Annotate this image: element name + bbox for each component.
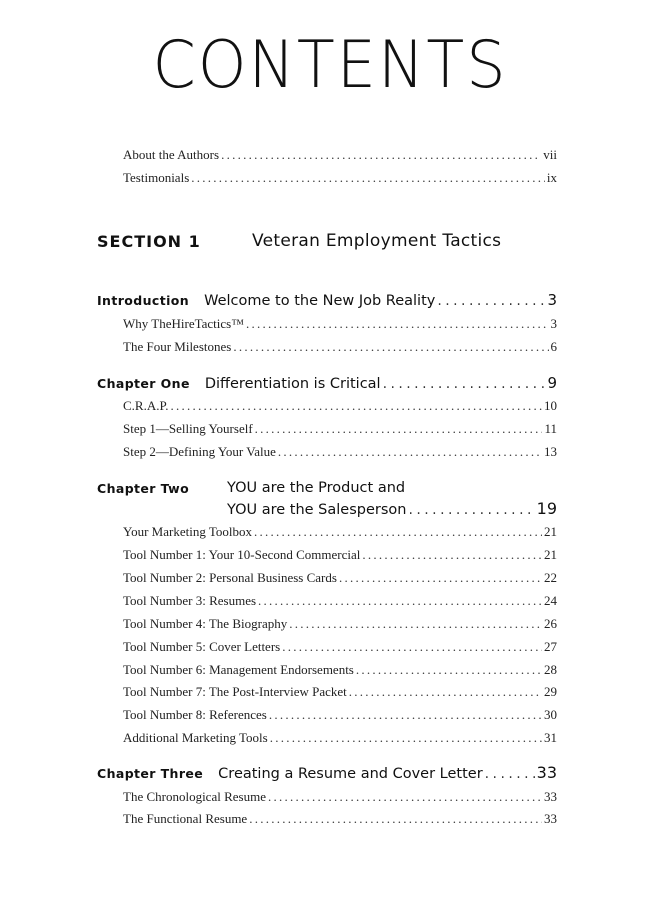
toc-page-number: 13 (544, 444, 557, 459)
toc-page-number: 27 (544, 639, 557, 654)
toc-entry[interactable] (123, 547, 557, 565)
toc-entry-label: Tool Number 6: Management Endorsements (123, 662, 354, 677)
toc-entry[interactable] (123, 811, 557, 829)
toc-page-number: 29 (544, 684, 557, 699)
chapter-title: Creating a Resume and Cover Letter (218, 766, 483, 782)
dot-leader (255, 421, 543, 437)
toc-entry-about-authors[interactable] (123, 147, 557, 165)
toc-entry[interactable] (123, 398, 557, 416)
toc-page-number: 6 (550, 339, 557, 354)
dot-leader (246, 316, 549, 332)
toc-page-number: ix (546, 170, 557, 185)
chapter-label: Introduction (97, 293, 190, 308)
chapter-page-number: 19 (536, 499, 557, 518)
dot-leader (282, 639, 542, 655)
section-title: Veteran Employment Tactics (252, 231, 502, 251)
toc-entry-label: About the Authors (123, 147, 220, 162)
chapter-one[interactable] (97, 374, 557, 396)
dot-leader (221, 147, 541, 163)
dot-leader (356, 662, 542, 678)
chapter-page-number: 9 (547, 374, 557, 392)
chapter-title: Welcome to the New Job Reality (204, 293, 436, 309)
toc-entry[interactable] (123, 789, 557, 807)
toc-entry[interactable] (123, 524, 557, 542)
dot-leader (233, 339, 548, 355)
toc-entry-label: Additional Marketing Tools (123, 730, 268, 745)
dot-leader (485, 766, 535, 782)
toc-page-number: 21 (544, 547, 557, 562)
chapter-title: Differentiation is Critical (204, 376, 381, 392)
toc-page-number: 10 (544, 398, 557, 413)
dot-leader (339, 570, 542, 586)
toc-entry-label: Tool Number 5: Cover Letters (123, 639, 281, 654)
toc-entry[interactable] (123, 616, 557, 634)
dot-leader (268, 789, 542, 805)
toc-entry[interactable] (123, 662, 557, 680)
toc-entry-label: Tool Number 3: Resumes (123, 593, 257, 608)
toc-entry-label: Why TheHireTactics™ (123, 316, 244, 331)
dot-leader (383, 376, 546, 392)
toc-entry-label: C.R.A.P. (123, 398, 169, 413)
toc-page-number: 31 (544, 730, 557, 745)
dot-leader (258, 593, 542, 609)
dot-leader (254, 524, 542, 540)
dot-leader (191, 170, 545, 186)
chapter-title-line1: YOU are the Product and (227, 480, 406, 496)
toc-entry[interactable] (123, 421, 557, 439)
toc-entry-label: The Functional Resume (123, 811, 248, 826)
dot-leader (278, 444, 542, 460)
dot-leader (362, 547, 542, 563)
toc-entry-label: Tool Number 1: Your 10-Second Commercial (123, 547, 361, 562)
chapter-label: Chapter Two (97, 481, 190, 496)
chapter-label: Chapter Three (97, 766, 204, 781)
toc-entry[interactable] (123, 639, 557, 657)
section-label: SECTION 1 (97, 232, 201, 251)
dot-leader (289, 616, 542, 632)
toc-entry-label: Step 2—Defining Your Value (123, 444, 276, 459)
toc-entry-label: Step 1—Selling Yourself (123, 421, 253, 436)
toc-entry-label: Testimonials (123, 170, 190, 185)
toc-entry[interactable] (123, 593, 557, 611)
toc-entry[interactable] (123, 444, 557, 462)
chapter-page-number: 33 (536, 763, 557, 782)
toc-page-number: 33 (544, 811, 557, 826)
toc-page-number: 24 (544, 593, 557, 608)
toc-entry[interactable] (123, 316, 557, 334)
toc-page-number: 33 (544, 789, 557, 804)
toc-page-number: 22 (544, 570, 557, 585)
toc-page-number: 3 (550, 316, 557, 331)
chapter-introduction[interactable] (97, 291, 557, 313)
toc-entry-label: Tool Number 2: Personal Business Cards (123, 570, 337, 585)
toc-entry-label: Tool Number 8: References (123, 707, 267, 722)
chapter-two-title[interactable] (227, 499, 557, 521)
toc-page-number: 26 (544, 616, 557, 631)
toc-page-number: vii (543, 147, 557, 162)
toc-entry-label: Tool Number 7: The Post-Interview Packet (123, 684, 347, 699)
dot-leader (171, 398, 542, 414)
toc-entry[interactable] (123, 339, 557, 357)
toc-entry-label: Tool Number 4: The Biography (123, 616, 288, 631)
toc-entry-testimonials[interactable] (123, 170, 557, 188)
toc-page-number: 11 (544, 421, 557, 436)
toc-page-number: 30 (544, 707, 557, 722)
toc-entry-label: The Four Milestones (123, 339, 232, 354)
dot-leader (269, 707, 542, 723)
toc-entry[interactable] (123, 684, 557, 702)
dot-leader (437, 293, 545, 309)
dot-leader (408, 502, 534, 518)
dot-leader (270, 730, 542, 746)
page-title: CONTENTS (152, 26, 508, 103)
dot-leader (349, 684, 542, 700)
chapter-title-line2: YOU are the Salesperson (227, 502, 407, 518)
dot-leader (249, 811, 542, 827)
toc-entry[interactable] (123, 570, 557, 588)
chapter-three[interactable] (97, 763, 557, 785)
toc-entry-label: The Chronological Resume (123, 789, 266, 804)
chapter-page-number: 3 (547, 291, 557, 309)
toc-page-number: 28 (544, 662, 557, 677)
toc-entry[interactable] (123, 730, 557, 748)
toc-entry-label: Your Marketing Toolbox (123, 524, 252, 539)
chapter-label: Chapter One (97, 376, 190, 391)
toc-page-number: 21 (544, 524, 557, 539)
toc-entry[interactable] (123, 707, 557, 725)
